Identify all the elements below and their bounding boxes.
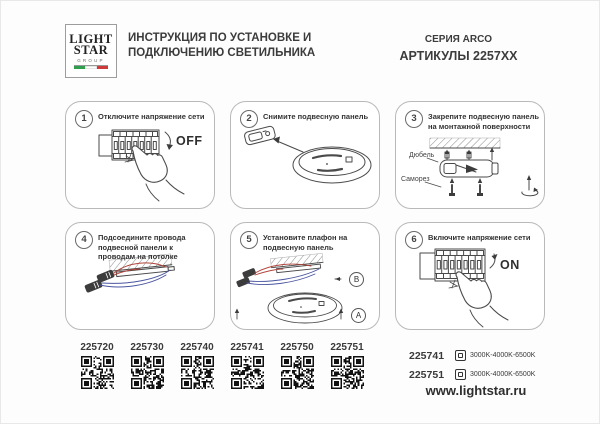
article-item: [175, 342, 219, 394]
website-url: www.lightstar.ru: [425, 383, 527, 398]
steps-grid: [65, 101, 545, 330]
article-item: [325, 342, 369, 394]
article-number: 225730: [130, 342, 164, 353]
step-panel-5: [230, 222, 380, 330]
variant-list: [409, 346, 535, 384]
variant-row: [409, 346, 535, 365]
article-number: 225720: [80, 342, 114, 353]
dowel-label: Дюбель: [409, 152, 435, 159]
variant-feature: 3000K-4000K-6500K: [470, 371, 536, 378]
step-number: 6: [405, 231, 423, 249]
qr-code: [331, 356, 364, 389]
step-panel-1: [65, 101, 215, 209]
switch-icon: [455, 369, 466, 380]
switch-icon: [455, 350, 466, 361]
step-number: 3: [405, 110, 423, 128]
step-number: 4: [75, 231, 93, 249]
logo-text: LIGHT: [69, 31, 113, 46]
on-label: ON: [500, 258, 520, 272]
qr-code: [131, 356, 164, 389]
step-text: Установите плафон на подвесную панель: [263, 233, 348, 252]
step-number: 5: [240, 231, 258, 249]
article-number: 225750: [280, 342, 314, 353]
article-qr-row: [75, 342, 369, 394]
step-panel-3: [395, 101, 545, 209]
article-item: [75, 342, 119, 394]
qr-code: [81, 356, 114, 389]
article-number: 225741: [230, 342, 264, 353]
step-number: 1: [75, 110, 93, 128]
logo-text: STAR: [73, 43, 109, 57]
step-panel-4: [65, 222, 215, 330]
page-title: [128, 31, 315, 61]
qr-code: [181, 356, 214, 389]
italian-flag-icon: [74, 65, 108, 69]
variant-feature: 3000K-4000K-6500K: [470, 352, 536, 359]
article-number: 225740: [180, 342, 214, 353]
step-text: Включите напряжение сети: [428, 233, 531, 242]
article-item: [125, 342, 169, 394]
step-text: Отключите напряжение сети: [98, 112, 205, 121]
article-number: 225751: [330, 342, 364, 353]
qr-code: [281, 356, 314, 389]
screw-label: Саморез: [401, 176, 430, 183]
step-panel-6: [395, 222, 545, 330]
articles-label: АРТИКУЛЫ 2257XX: [399, 49, 518, 63]
lightstar-logo: [65, 24, 117, 78]
article-item: [275, 342, 319, 394]
step-panel-2: [230, 101, 380, 209]
title-line2: ПОДКЛЮЧЕНИЮ СВЕТИЛЬНИКА: [128, 47, 316, 59]
logo-subtext: GROUP: [77, 57, 105, 63]
series-label: СЕРИЯ ARCO: [424, 34, 493, 45]
series-block: [366, 34, 551, 63]
qr-code: [231, 356, 264, 389]
step-text: Снимите подвесную панель: [263, 112, 369, 121]
variant-row: [409, 365, 535, 384]
marker-b: B: [349, 272, 364, 287]
variant-article: 225741: [409, 349, 445, 362]
marker-a: A: [351, 308, 366, 323]
variant-article: 225751: [409, 368, 445, 381]
step-text: Закрепите подвесную панель на монтажной поверхности: [428, 112, 539, 131]
step-number: 2: [240, 110, 258, 128]
title-line1: ИНСТРУКЦИЯ ПО УСТАНОВКЕ И: [128, 32, 312, 44]
article-item: [225, 342, 269, 394]
off-label: OFF: [176, 134, 203, 148]
step-text: Подсоедините провода подвесной панели к проводам на потолке: [98, 233, 186, 261]
